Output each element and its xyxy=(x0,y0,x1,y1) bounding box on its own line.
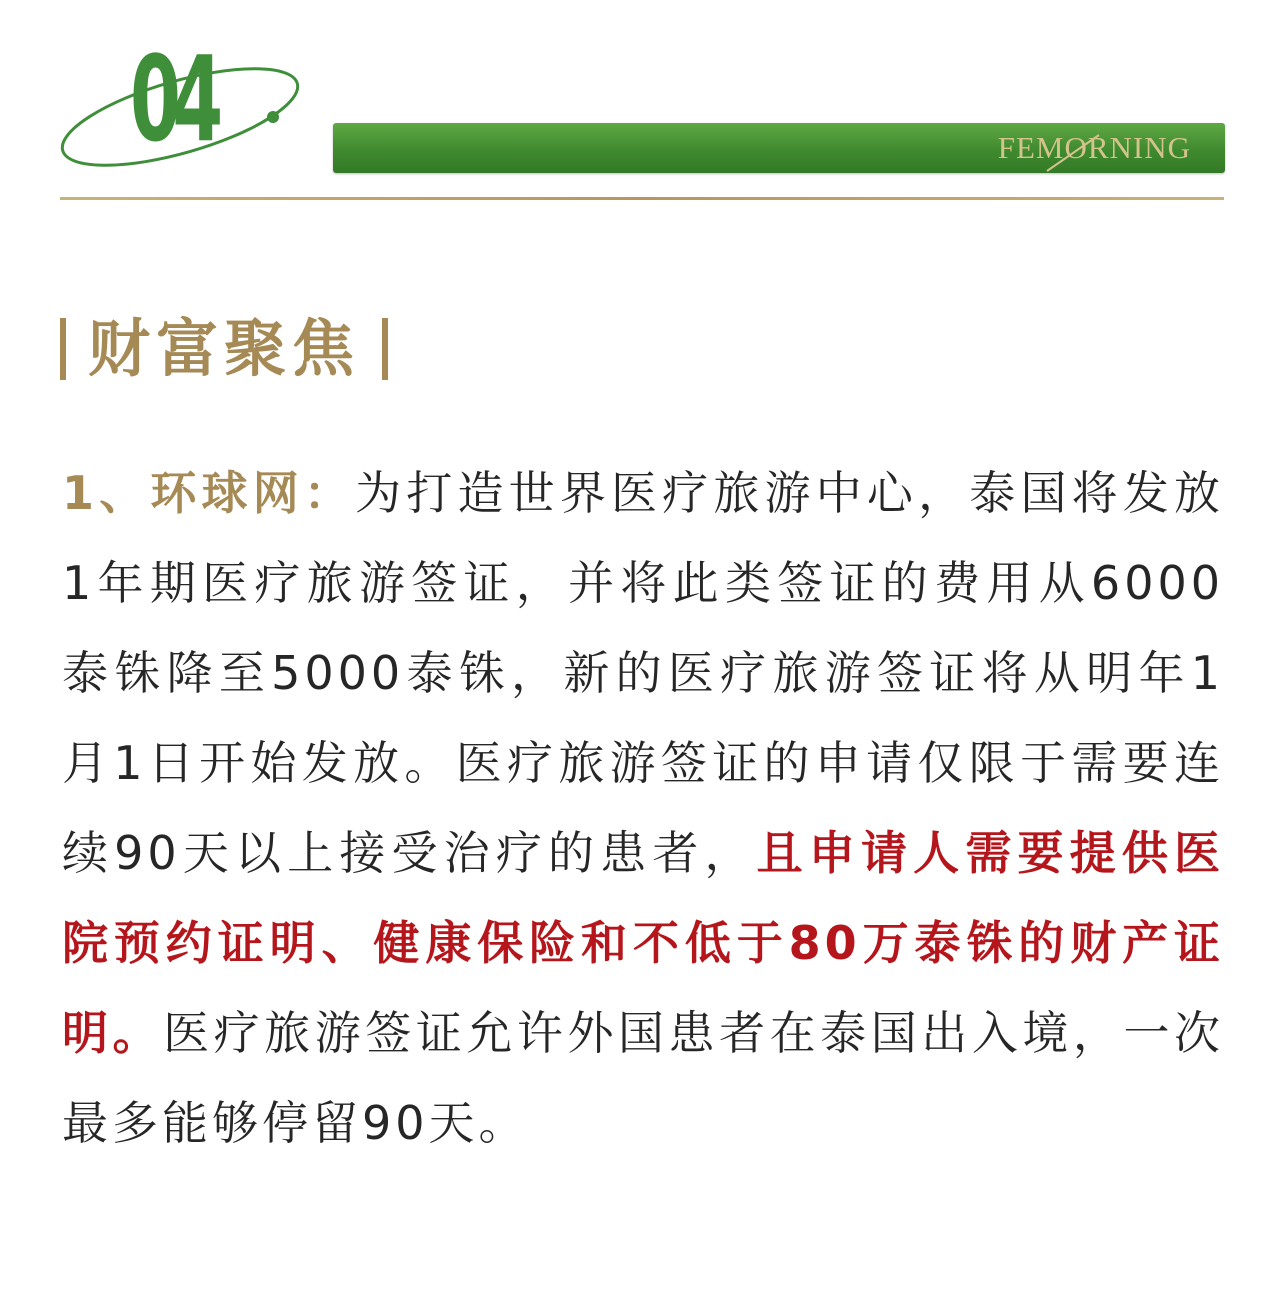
brand-swoosh-icon xyxy=(1043,131,1103,175)
section-title xyxy=(60,312,388,386)
section-title-text: 财富聚焦 xyxy=(88,312,361,385)
news-highlight-text: 且申请人需要提供医院预约证明、健康保险和不低于80万泰铢的财产证明。 xyxy=(62,826,1224,1060)
brand-logo: FEMORNING xyxy=(997,130,1191,165)
news-source-label: 1、环球网： xyxy=(62,466,356,520)
section-header xyxy=(0,0,1284,210)
title-bar-left xyxy=(60,318,66,380)
news-text-part-2: 医疗旅游签证允许外国患者在泰国出入境，一次最多能够停留90天。 xyxy=(62,1006,1225,1150)
section-number: 04 xyxy=(130,30,215,168)
title-bar-right xyxy=(382,318,388,380)
header-divider xyxy=(60,197,1224,200)
news-text-part-1: 为打造世界医疗旅游中心，泰国将发放1年期医疗旅游签证，并将此类签证的费用从6000泰铢降至5000泰铢，新的医疗旅游签证将从明年1月1日开始发放。医疗旅游签证的申请仅限于需要连续90天以上接受治疗的患者， xyxy=(62,466,1224,880)
news-paragraph xyxy=(62,448,1224,1168)
